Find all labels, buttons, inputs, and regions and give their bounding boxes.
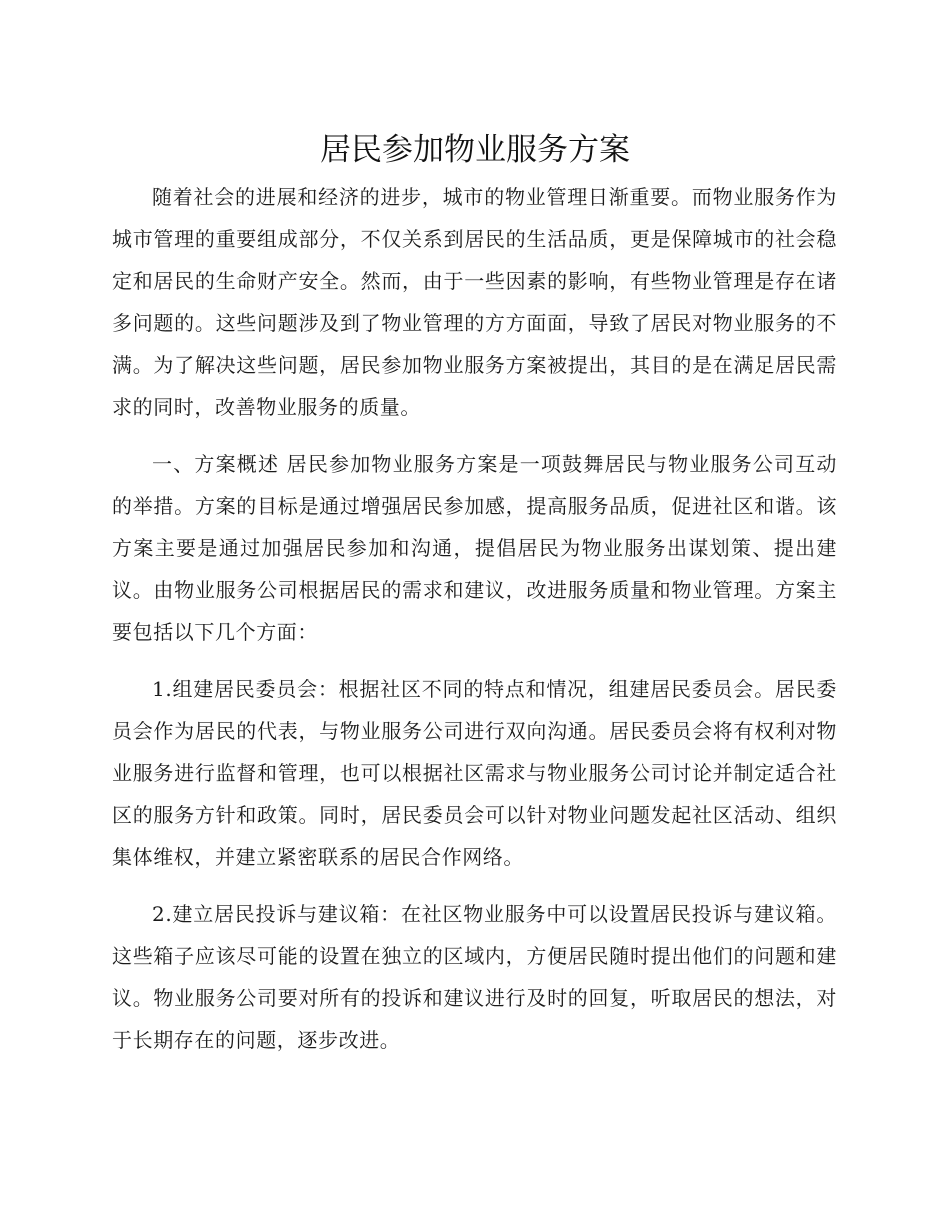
document-title: 居民参加物业服务方案 [320, 132, 630, 168]
document-body [112, 176, 837, 1076]
paragraph-intro: 随着社会的进展和经济的进步，城市的物业管理日渐重要。而物业服务作为城市管理的重要组成部分，不仅关系到居民的生活品质，更是保障城市的社会稳定和居民的生命财产安全。然而，由于一些因素的影响，有些物业管理是存在诸多问题的。这些问题涉及到了物业管理的方方面面，导致了居民对物业服务的不满。为了解决这些问题，居民参加物业服务方案被提出，其目的是在满足居民需求的同时，改善物业服务的质量。 [112, 185, 837, 419]
paragraph-item-1: 1.组建居民委员会：根据社区不同的特点和情况，组建居民委员会。居民委员会作为居民的代表，与物业服务公司进行双向沟通。居民委员会将有权利对物业服务进行监督和管理，也可以根据社区需求与物业服务公司讨论并制定适合社区的服务方针和政策。同时，居民委员会可以针对物业问题发起社区活动、组织集体维权，并建立紧密联系的居民合作网络。 [112, 677, 837, 869]
paragraph-item-2: 2.建立居民投诉与建议箱：在社区物业服务中可以设置居民投诉与建议箱。这些箱子应该尽可能的设置在独立的区域内，方便居民随时提出他们的问题和建议。物业服务公司要对所有的投诉和建议进行及时的回复，听取居民的想法，对于长期存在的问题，逐步改进。 [112, 902, 837, 1052]
paragraph-overview: 一、方案概述 居民参加物业服务方案是一项鼓舞居民与物业服务公司互动的举措。方案的目标是通过增强居民参加感，提高服务品质，促进社区和谐。该方案主要是通过加强居民参加和沟通，提倡居民为物业服务出谋划策、提出建议。由物业服务公司根据居民的需求和建议，改进服务质量和物业管理。方案主要包括以下几个方面： [112, 452, 837, 644]
